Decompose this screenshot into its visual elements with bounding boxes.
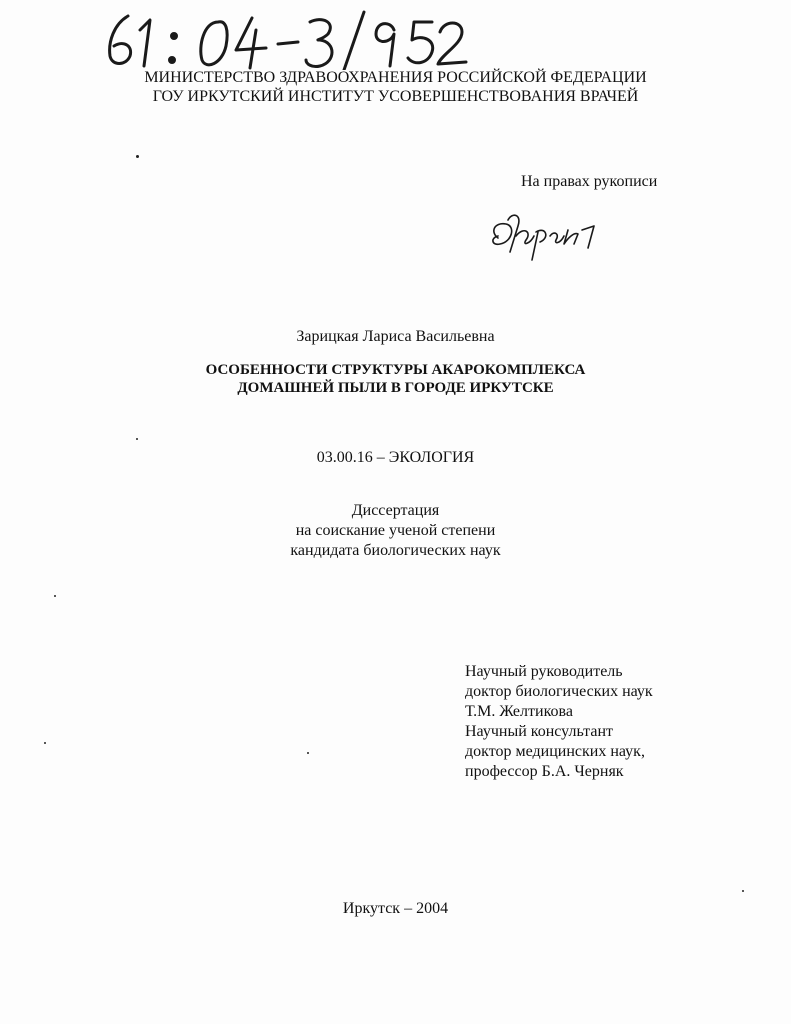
degree-line2: на соискание ученой степени <box>295 522 496 539</box>
scan-speck <box>44 742 46 744</box>
svg-text:61: 04-3/952: 61: 04-3/952 <box>100 8 106 9</box>
consultant-degree: доктор медицинских наук, <box>465 743 645 760</box>
thesis-title-line2: ДОМАШНЕЙ ПЫЛИ В ГОРОДЕ ИРКУТСКЕ <box>237 380 554 396</box>
scan-speck <box>307 752 309 754</box>
degree-line1: Диссертация <box>351 502 440 519</box>
supervisor-degree: доктор биологических наук <box>465 683 653 700</box>
institute-heading: ГОУ ИРКУТСКИЙ ИНСТИТУТ УСОВЕРШЕНСТВОВАНИЯ ВРАЧЕЙ <box>152 88 639 105</box>
scan-speck <box>136 438 138 440</box>
consultant-role: Научный консультант <box>465 723 613 740</box>
specialty-code: 03.00.16 – ЭКОЛОГИЯ <box>316 449 475 466</box>
archive-stamp-handwriting <box>100 8 470 70</box>
author-signature <box>488 208 604 264</box>
author-name: Зарицкая Лариса Васильевна <box>296 328 495 345</box>
scan-speck <box>742 890 744 892</box>
consultant-name: профессор Б.А. Черняк <box>465 763 624 780</box>
supervisor-name: Т.М. Желтикова <box>465 703 573 720</box>
scan-speck <box>136 155 139 158</box>
supervisor-role: Научный руководитель <box>465 663 623 680</box>
thesis-title-line1: ОСОБЕННОСТИ СТРУКТУРЫ АКАРОКОМПЛЕКСА <box>205 362 586 378</box>
manuscript-rights-note: На правах рукописи <box>521 173 658 190</box>
city-year-footer: Иркутск – 2004 <box>342 900 449 917</box>
scan-speck <box>54 595 56 597</box>
degree-line3: кандидата биологических наук <box>290 542 501 559</box>
ministry-heading: МИНИСТЕРСТВО ЗДРАВООХРАНЕНИЯ РОССИЙСКОЙ ФЕДЕРАЦИИ <box>144 69 647 86</box>
